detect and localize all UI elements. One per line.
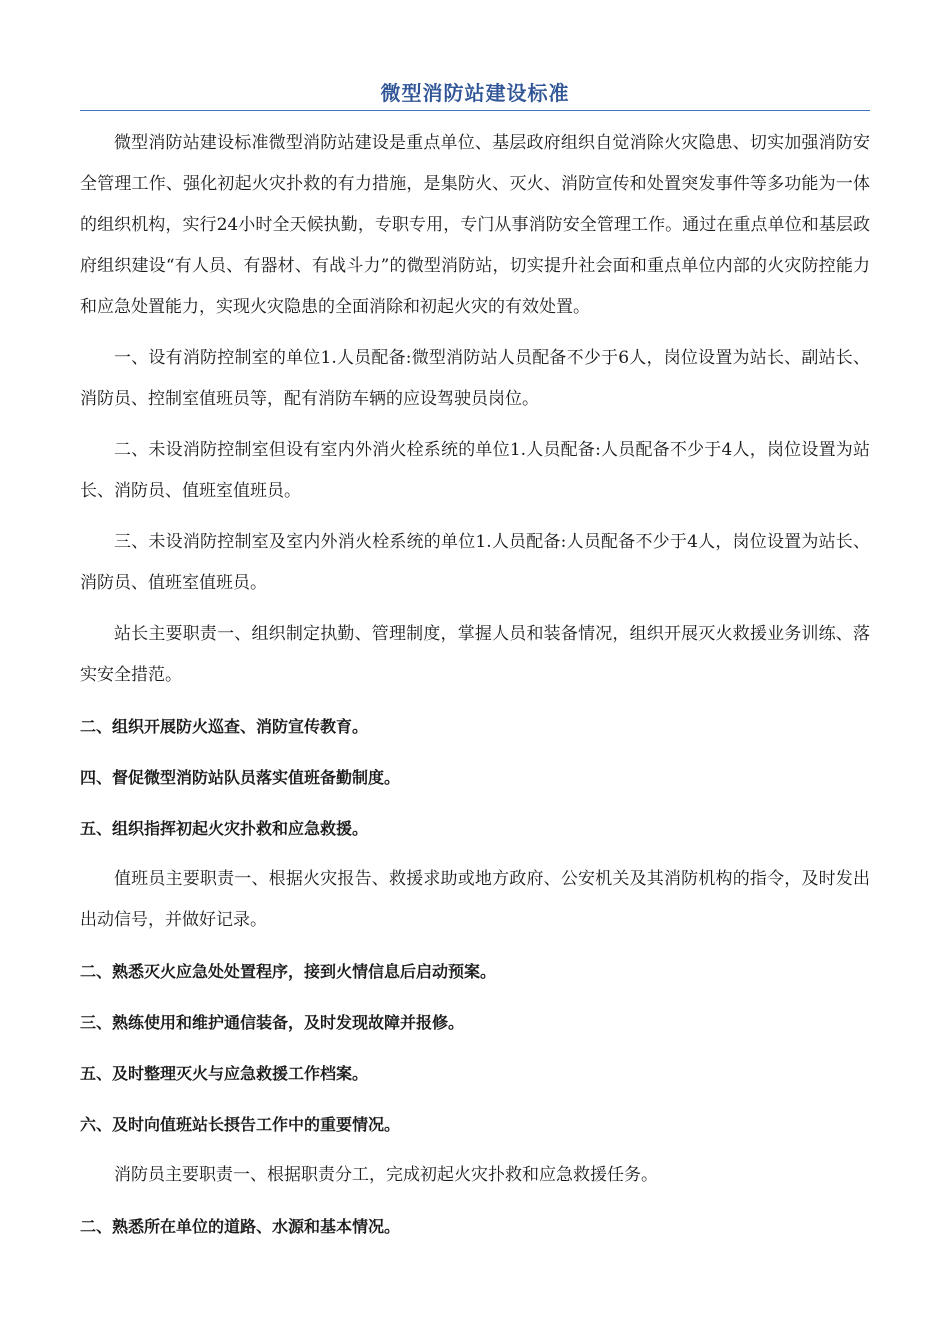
duty-heading: 三、熟练使用和维护通信装备，及时发现故障并报修。 [80,1013,465,1032]
duty-heading: 五、及时整理灭火与应急救援工作档案。 [80,1064,369,1083]
section-paragraph: 三、未设消防控制室及室内外消火栓系统的单位1.人员配备:人员配备不少于4人，岗位设置为站长、消防员、值班室值班员。 [80,532,870,593]
duty-paragraph: 消防员主要职责一、根据职责分工，完成初起火灾扑救和应急救援任务。 [114,1165,658,1185]
section-paragraph: 二、未设消防控制室但设有室内外消火栓系统的单位1.人员配备:人员配备不少于4人，岗位设置为站长、消防员、值班室值班员。 [80,440,870,501]
document-page [80,78,870,1257]
intro-paragraph: 微型消防站建设标准微型消防站建设是重点单位、基层政府组织自觉消除火灾隐患、切实加强消防安全管理工作、强化初起火灾扑救的有力措施，是集防火、灭火、消防宣传和处置突发事件等多功能为一体的组织机构，实行24小时全天候执勤，专职专用，专门从事消防安全管理工作。通过在重点单位和基层政府组织建设“有人员、有器材、有战斗力”的微型消防站，切实提升社会面和重点单位内部的火灾防控能力和应急处置能力，实现火灾隐患的全面消除和初起火灾的有效处置。 [80,133,870,317]
page-title: 微型消防站建设标准 [80,78,870,111]
section-paragraph: 一、设有消防控制室的单位1.人员配备:微型消防站人员配备不少于6人，岗位设置为站长、副站长、消防员、控制室值班员等，配有消防车辆的应设驾驶员岗位。 [80,348,870,409]
duty-paragraph: 站长主要职责一、组织制定执勤、管理制度，掌握人员和装备情况，组织开展灭火救援业务训练、落实安全措范。 [80,624,870,685]
duty-heading: 二、熟悉所在单位的道路、水源和基本情况。 [80,1217,401,1236]
duty-heading: 二、熟悉灭火应急处处置程序，接到火情信息后启动预案。 [80,962,497,981]
duty-heading: 四、督促微型消防站队员落实值班备勤制度。 [80,768,401,787]
duty-heading: 五、组织指挥初起火灾扑救和应急救援。 [80,819,369,838]
duty-paragraph: 值班员主要职责一、根据火灾报告、救援求助或地方政府、公安机关及其消防机构的指令，及时发出出动信号，并做好记录。 [80,869,870,930]
duty-heading: 六、及时向值班站长摂告工作中的重要情况。 [80,1115,401,1134]
duty-heading: 二、组织开展防火巡查、消防宣传教育。 [80,717,369,736]
